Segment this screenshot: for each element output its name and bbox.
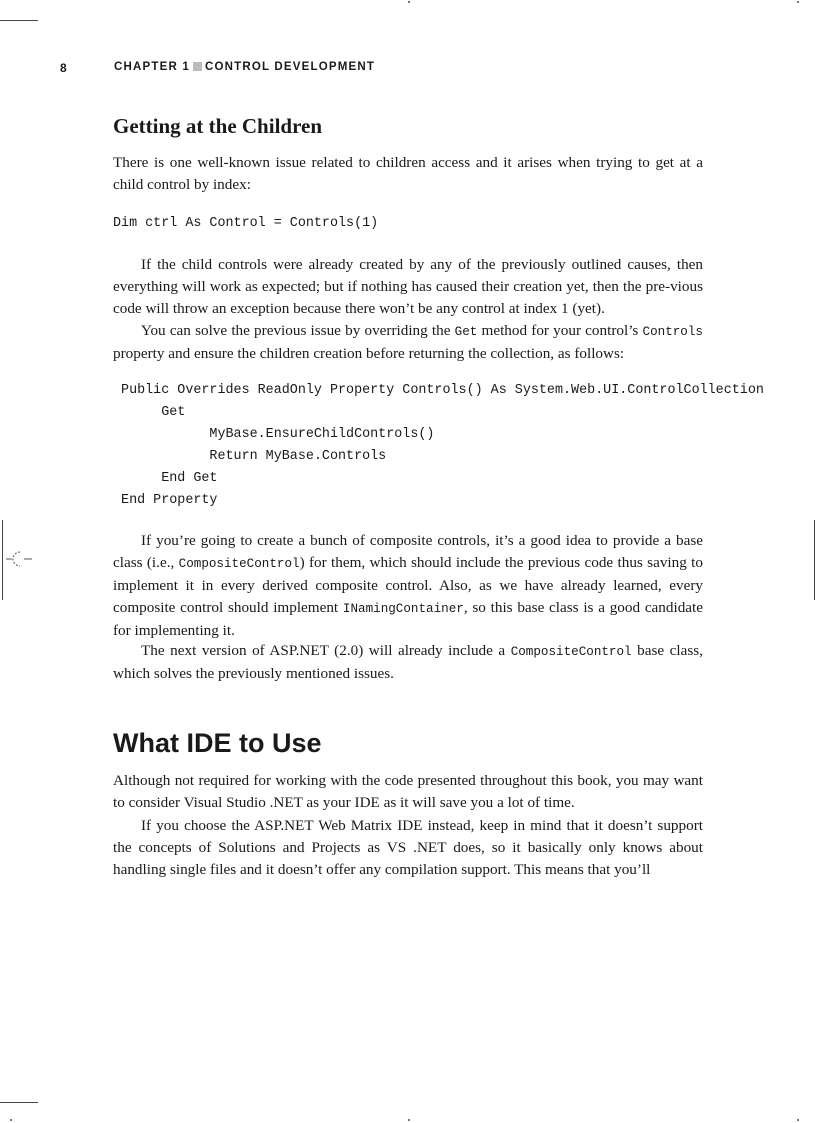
text-run: The next version of ASP.NET (2.0) will already include a xyxy=(141,642,511,659)
text-run: You can solve the previous issue by overriding the xyxy=(141,322,455,339)
crop-dot xyxy=(10,1119,12,1121)
paragraph xyxy=(113,640,703,685)
paragraph: If you choose the ASP.NET Web Matrix IDE instead, keep in mind that it doesn’t support the concepts of Solutions and Projects as VS .NET does, so it basically only knows about handling single files and it doesn’t offer any compilation support. This means that you’ll xyxy=(113,817,703,878)
running-header xyxy=(114,61,375,73)
registration-mark-icon xyxy=(6,548,32,570)
paragraph: There is one well-known issue related to children access and it arises when trying to get at a child control by index: xyxy=(113,154,703,193)
paragraph: Although not required for working with the code presented throughout this book, you may want to consider Visual Studio .NET as your IDE as it will save you a lot of time. xyxy=(113,772,703,811)
paragraph: If the child controls were already created by any of the previously outlined causes, then everything will work as expected; but if nothing has caused their creation yet, then the pre-vious code will throw an exception because there won’t be any control at index 1 (yet). xyxy=(113,256,703,317)
code-snippet: Dim ctrl As Control = Controls(1) xyxy=(113,216,379,231)
text-run: If you’re going to create a bunch of composite controls, it’s a good idea to provide a base class (i.e., xyxy=(113,532,703,571)
inline-code: Controls xyxy=(642,325,703,339)
separator-square-icon xyxy=(193,62,202,71)
text-run: ) for them, which should include the previous code thus saving to implement it in every derived composite control. Also, as we have already learned, every composite control should implement xyxy=(113,554,703,616)
crop-mark xyxy=(0,1102,38,1103)
text-run: method for your control’s xyxy=(477,322,643,339)
paragraph xyxy=(113,530,703,642)
page-number: 8 xyxy=(60,61,68,75)
inline-code: INamingContainer xyxy=(342,602,464,616)
crop-mark xyxy=(0,20,38,21)
chapter-label: CHAPTER 1 xyxy=(114,61,190,73)
inline-code: CompositeControl xyxy=(178,557,300,571)
text-run: property and ensure the children creation before returning the collection, as follows: xyxy=(113,345,625,362)
crop-mark xyxy=(2,520,3,600)
text-run: , so this base class is a good candidate for implementing it. xyxy=(113,599,704,639)
crop-dot xyxy=(408,1119,410,1121)
chapter-section-heading: What IDE to Use xyxy=(113,728,322,758)
crop-dot xyxy=(408,1,410,3)
crop-dot xyxy=(797,1119,799,1121)
paragraph xyxy=(113,320,703,365)
code-block: Public Overrides ReadOnly Property Controls() As System.Web.UI.ControlCollection Get MyBase.EnsureChildControls() Return MyBase.Controls End Get End Property xyxy=(121,383,764,508)
crop-dot xyxy=(797,1,799,3)
inline-code: Get xyxy=(454,325,478,339)
section-heading: Getting at the Children xyxy=(113,114,323,138)
crop-mark xyxy=(814,520,815,600)
inline-code: CompositeControl xyxy=(510,645,632,659)
text-run: base class, which solves the previously mentioned issues. xyxy=(113,642,703,682)
chapter-title: CONTROL DEVELOPMENT xyxy=(204,61,376,73)
